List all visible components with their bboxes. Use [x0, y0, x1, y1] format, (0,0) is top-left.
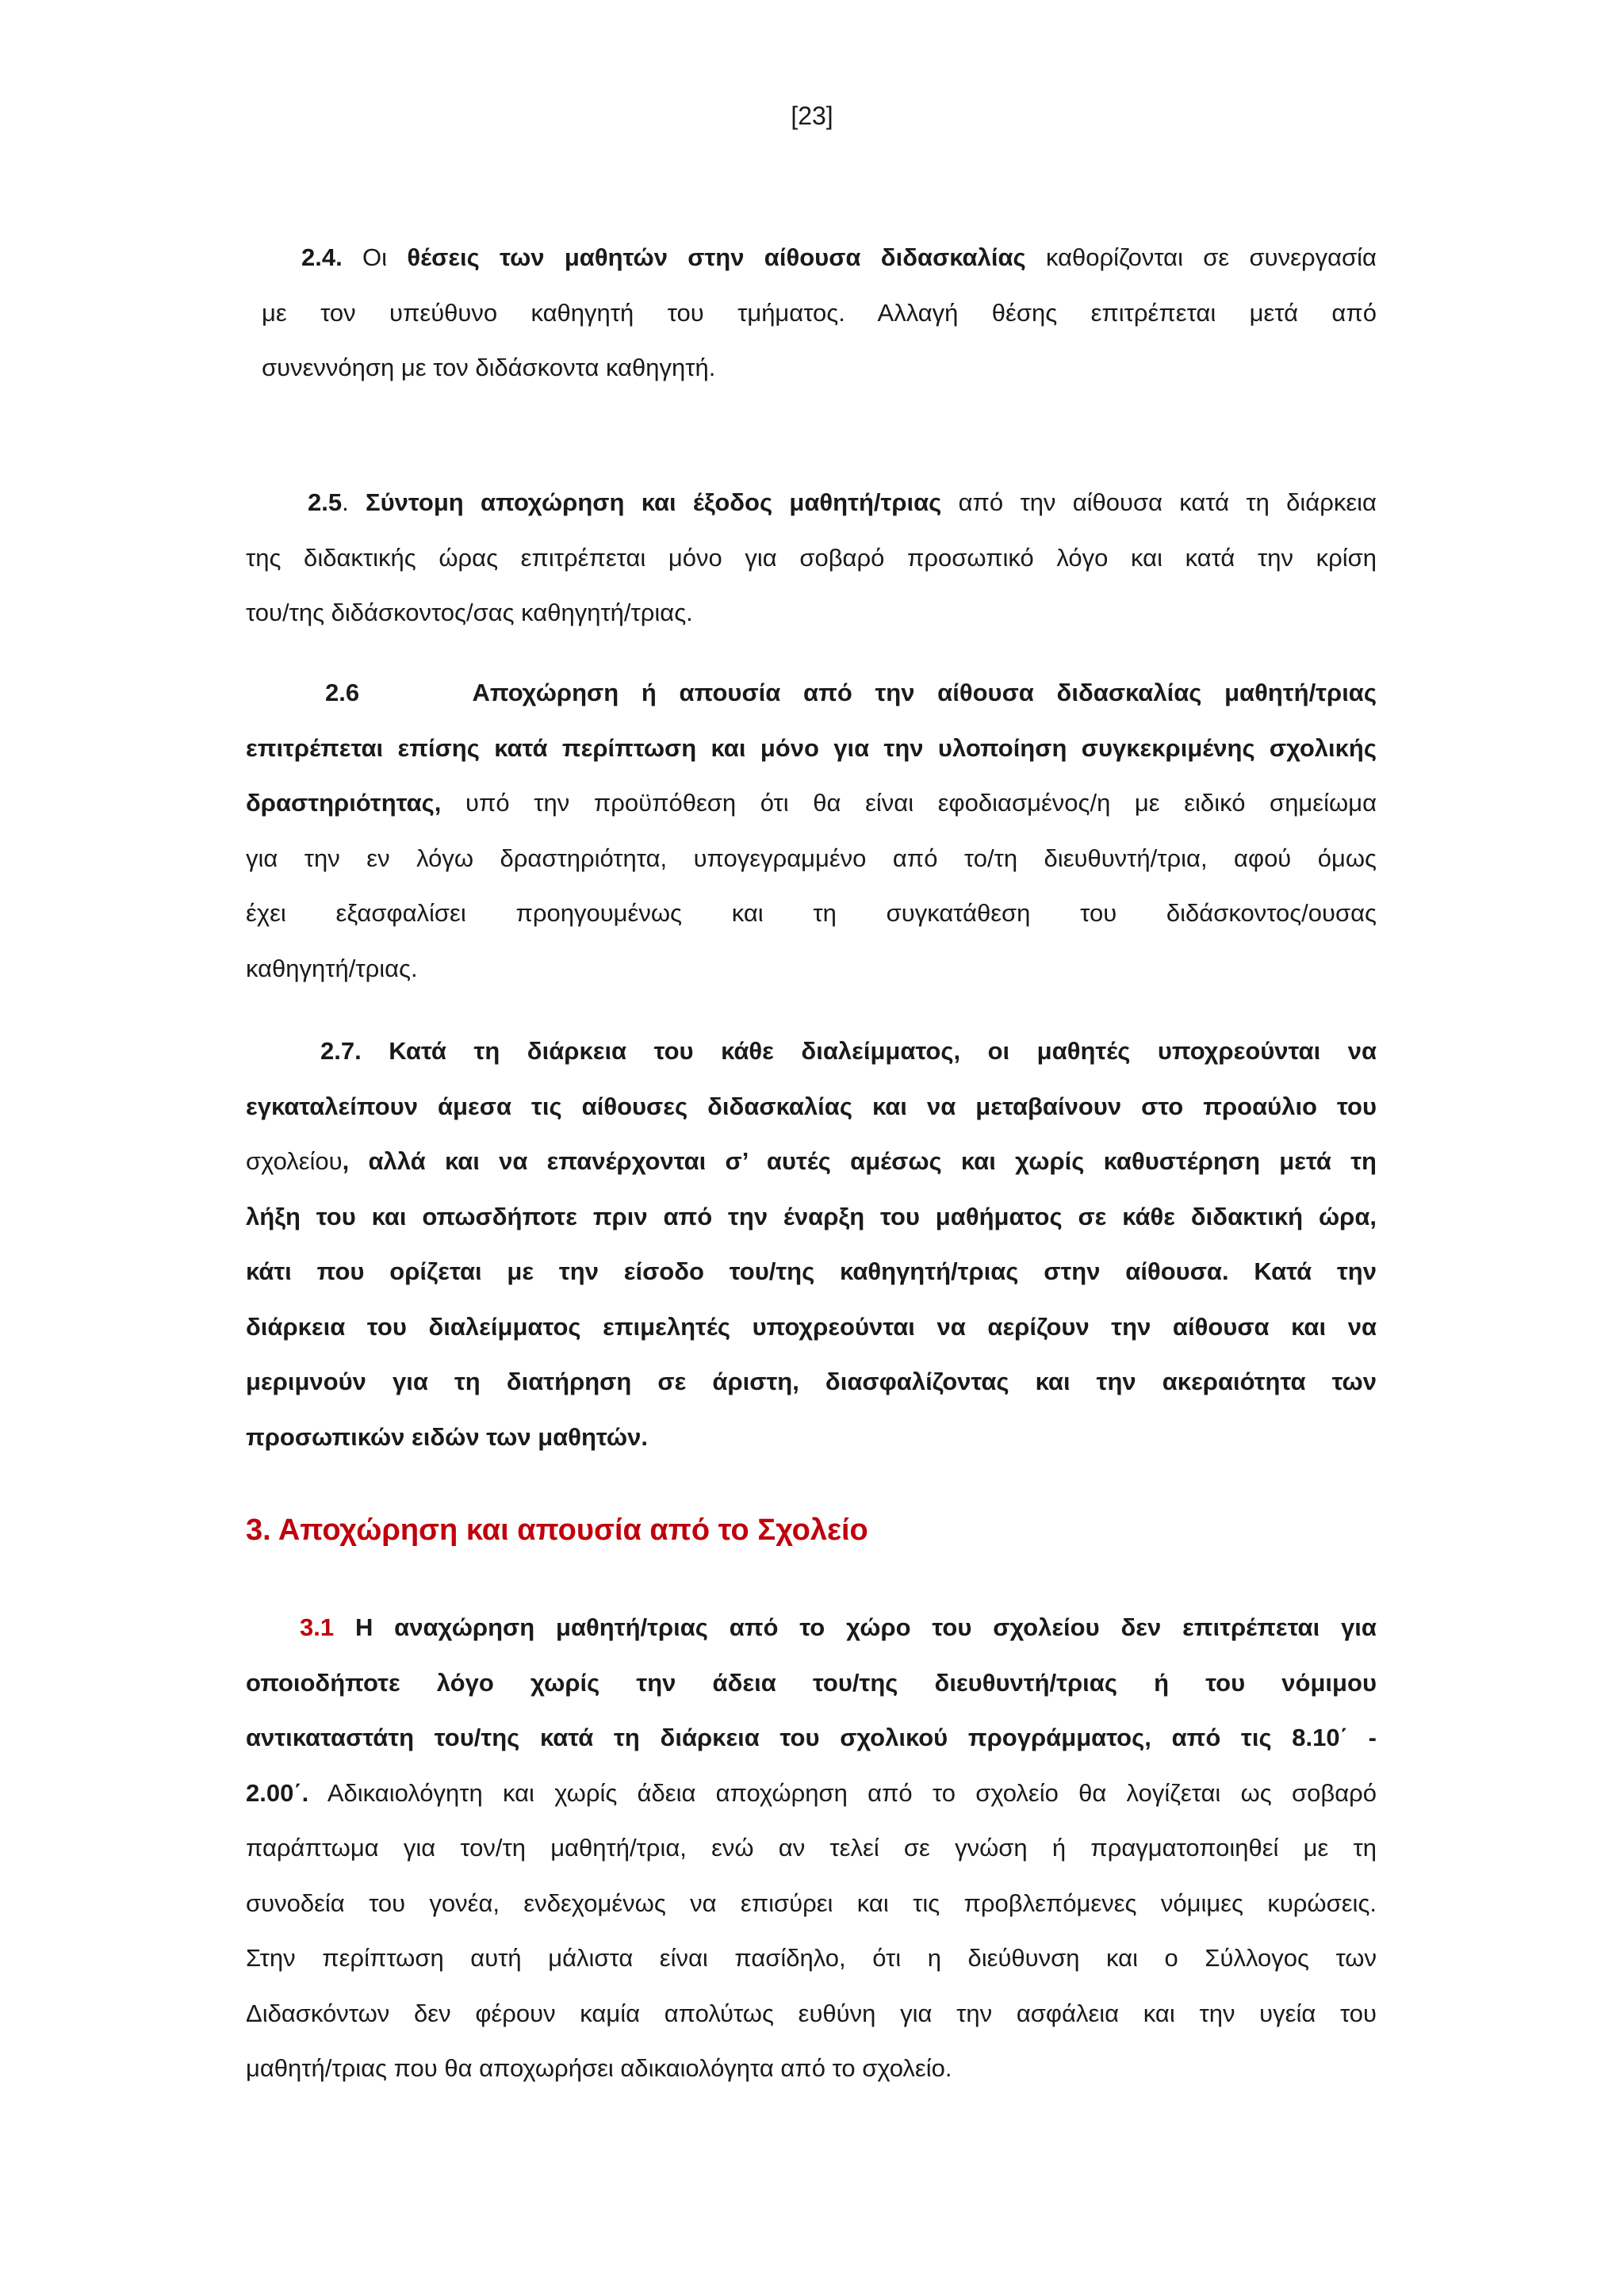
paragraph-line: προσωπικών ειδών των μαθητών.: [246, 1422, 648, 1451]
paragraph-line: μαθητή/τριας που θα αποχωρήσει αδικαιολόγητα από το σχολείο.: [246, 2054, 952, 2082]
paragraph-line: του/της διδάσκοντος/σας καθηγητή/τριας.: [246, 599, 693, 626]
paragraph-line: με τον υπεύθυνο καθηγητή του τμήματος. Αλλαγή θέσης επιτρέπεται μετά από: [262, 298, 1377, 327]
paragraph-line: Στην περίπτωση αυτή μάλιστα είναι πασίδηλο, ότι η διεύθυνση και ο Σύλλογος των: [246, 1944, 1377, 1972]
paragraph-line: της διδακτικής ώρας επιτρέπεται μόνο για σοβαρό προσωπικό λόγο και κατά την κρίση: [246, 543, 1377, 572]
paragraph-line: διάρκεια του διαλείμματος επιμελητές υποχρεούνται να αερίζουν την αίθουσα και να: [246, 1312, 1377, 1341]
paragraph-line: Διδασκόντων δεν φέρουν καμία απολύτως ευθύνη για την ασφάλεια και την υγεία του: [246, 1999, 1377, 2027]
paragraph-line: [246, 1766, 1377, 1821]
paragraph-line: κάτι που ορίζεται με την είσοδο του/της καθηγητή/τριας στην αίθουσα. Κατά την: [246, 1257, 1377, 1285]
text-run: από την αίθουσα κατά τη διάρκεια: [958, 488, 1377, 516]
text-run: υπό την προϋπόθεση ότι θα είναι εφοδιασμένος/η με ειδικό σημείωμα: [465, 789, 1377, 817]
paragraph-line: έχει εξασφαλίσει προηγουμένως και τη συγκατάθεση του διδάσκοντος/ουσας: [246, 899, 1377, 927]
text-run: σχολείου: [246, 1147, 343, 1175]
paragraph-line: συνοδεία του γονέα, ενδεχομένως να επισύρει και τις προβλεπόμενες νόμιμες κυρώσεις.: [246, 1888, 1377, 1917]
paragraph-line: [246, 475, 1377, 530]
page-number: [23]: [791, 101, 833, 130]
paragraph-line: αντικαταστάτη του/της κατά τη διάρκεια του σχολικού προγράμματος, από τις 8.10΄ -: [246, 1724, 1377, 1751]
bold-run: Η αναχώρηση μαθητή/τριας από το χώρο του σχολείου δεν επιτρέπεται για: [354, 1613, 1377, 1641]
text-run: Οι: [362, 243, 388, 271]
bold-run: Σύντομη αποχώρηση και έξοδος μαθητή/τριας: [366, 488, 942, 516]
paragraph-line: εγκαταλείπουν άμεσα τις αίθουσες διδασκαλίας και να μεταβαίνουν στο προαύλιο του: [246, 1092, 1377, 1120]
paragraph-line: [246, 775, 1377, 831]
paragraph-2-6: [246, 665, 1377, 996]
paragraph-3-1: [246, 1600, 1377, 2096]
paragraph-2-5: [246, 475, 1377, 641]
paragraph-line: συνεννόηση με τον διδάσκοντα καθηγητή.: [262, 354, 716, 381]
text-run: Αδικαιολόγητη και χωρίς άδεια αποχώρηση από το σχολείο θα λογίζεται ως σοβαρό: [327, 1778, 1377, 1807]
paragraph-line: οποιοδήποτε λόγο χωρίς την άδεια του/της διευθυντή/τριας ή του νόμιμου: [246, 1668, 1377, 1697]
paragraph-line: για την εν λόγω δραστηριότητα, υπογεγραμμένο από το/τη διευθυντή/τρια, αφού όμως: [246, 844, 1377, 872]
section-number: 2.5: [308, 488, 343, 516]
paragraph-line: 2.6 Αποχώρηση ή απουσία από την αίθουσα διδασκαλίας μαθητή/τριας: [325, 679, 1377, 706]
paragraph-line: επιτρέπεται επίσης κατά περίπτωση και μόνο για την υλοποίηση συγκεκριμένης σχολικής: [246, 733, 1377, 762]
paragraph-line: μεριμνούν για τη διατήρηση σε άριστη, διασφαλίζοντας και την ακεραιότητα των: [246, 1368, 1377, 1395]
paragraph-line: [246, 1600, 1377, 1655]
text-run: .: [342, 488, 349, 516]
paragraph-line: λήξη του και οπωσδήποτε πριν από την έναρξη του μαθήματος σε κάθε διδακτική ώρα,: [246, 1202, 1377, 1230]
paragraph-line: [246, 1134, 1377, 1189]
section-number: 3.1: [300, 1613, 335, 1641]
bold-run: 2.00΄.: [246, 1778, 309, 1807]
paragraph-line: [246, 230, 1377, 285]
text-run: ,: [342, 1147, 350, 1175]
paragraph-2-7: [246, 1024, 1377, 1464]
bold-run: θέσεις των μαθητών στην αίθουσα διδασκαλίας: [407, 243, 1026, 271]
bold-run: αλλά και να επανέρχονται σ’ αυτές αμέσως και χωρίς καθυστέρηση μετά τη: [368, 1147, 1377, 1175]
paragraph-line: καθηγητή/τριας.: [246, 954, 418, 982]
section-number: 2.4.: [301, 243, 343, 271]
paragraph-line: 2.7. Κατά τη διάρκεια του κάθε διαλείμματος, οι μαθητές υποχρεούνται να: [320, 1037, 1377, 1065]
paragraph-line: παράπτωμα για τον/τη μαθητή/τρια, ενώ αν τελεί σε γνώση ή πραγματοποιηθεί με τη: [246, 1834, 1377, 1862]
text-run: καθορίζονται σε συνεργασία: [1045, 243, 1377, 271]
bold-run: δραστηριότητας,: [246, 789, 442, 817]
section-heading: 3. Αποχώρηση και απουσία από το Σχολείο: [246, 1513, 868, 1547]
paragraph-2-4: [246, 230, 1377, 396]
